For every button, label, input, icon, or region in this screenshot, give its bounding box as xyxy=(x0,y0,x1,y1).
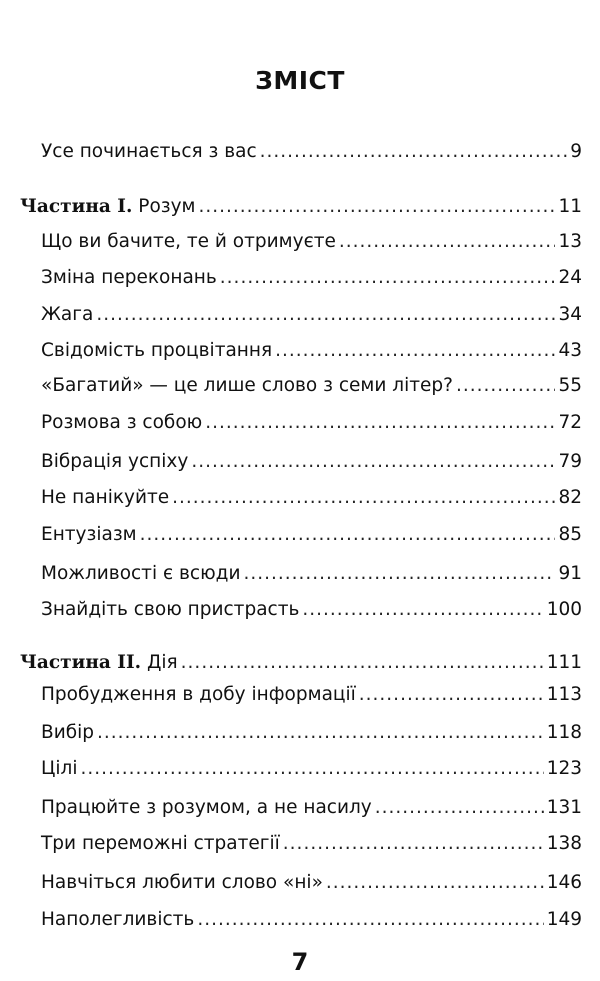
toc-entry xyxy=(41,720,582,746)
toc-entry-page: 13 xyxy=(558,231,582,252)
toc-entry-page: 100 xyxy=(546,599,582,620)
toc-entry-page: 72 xyxy=(558,412,582,433)
part-label: Частина II. xyxy=(20,652,142,673)
toc-entry-page: 24 xyxy=(558,267,582,288)
leader-dots xyxy=(456,373,556,399)
part-label: Частина I. xyxy=(20,196,133,217)
toc-entry-title: Наполегливість xyxy=(41,909,195,930)
leader-dots xyxy=(375,795,544,821)
toc-entry-page: 146 xyxy=(546,872,582,893)
toc-entry xyxy=(41,831,582,857)
leader-dots xyxy=(191,449,555,475)
toc-entry-page: 79 xyxy=(558,451,582,472)
toc-entry xyxy=(41,756,582,782)
toc-entry xyxy=(41,522,582,548)
leader-dots xyxy=(172,485,555,511)
toc-entry-title: «Багатий» — це лише слово з семи літер? xyxy=(41,375,453,396)
toc-entry-page: 91 xyxy=(558,563,582,584)
toc-entry xyxy=(41,682,582,708)
toc-entry xyxy=(41,597,582,623)
toc-entry-title: Навчіться любити слово «ні» xyxy=(41,872,323,893)
toc-entry-title: Можливості є всюди xyxy=(41,563,241,584)
toc-entry xyxy=(41,449,582,475)
leader-dots xyxy=(197,907,543,933)
toc-entry xyxy=(41,561,582,587)
leader-dots xyxy=(359,682,544,708)
page-title: ЗМІСТ xyxy=(255,66,345,95)
toc-entry-page: 138 xyxy=(546,833,582,854)
toc-entry-title: Три переможні стратегії xyxy=(41,833,280,854)
toc-entry-title: Пробудження в добу інформації xyxy=(41,684,356,705)
page-number: 7 xyxy=(291,948,309,976)
leader-dots xyxy=(181,650,544,676)
toc-entry-title: Вибір xyxy=(41,722,95,743)
toc-part-title xyxy=(20,194,196,220)
leader-dots xyxy=(283,831,544,857)
toc-entry-title: Не панікуйте xyxy=(41,487,170,508)
toc-part-2 xyxy=(20,650,582,676)
toc-entry xyxy=(41,373,582,399)
toc-entry-title: Цілі xyxy=(41,758,78,779)
toc-entry-title: Що ви бачите, те й отримуєте xyxy=(41,231,336,252)
toc-entry xyxy=(41,302,582,328)
toc-entry xyxy=(41,870,582,896)
toc-entry xyxy=(41,265,582,291)
part-name: Дія xyxy=(146,652,178,673)
leader-dots xyxy=(80,756,543,782)
leader-dots xyxy=(302,597,543,623)
leader-dots xyxy=(97,720,544,746)
leader-dots xyxy=(220,265,556,291)
toc-entry-title: Ентузіазм xyxy=(41,524,137,545)
toc-entry-page: 149 xyxy=(546,909,582,930)
leader-dots xyxy=(275,338,555,364)
toc-entry-title: Жага xyxy=(41,304,94,325)
leader-dots xyxy=(205,410,555,436)
toc-entry-page: 43 xyxy=(558,340,582,361)
toc-entry-page: 131 xyxy=(546,797,582,818)
toc-entry-page: 111 xyxy=(546,652,582,673)
toc-entry-page: 118 xyxy=(546,722,582,743)
toc-entry-page: 11 xyxy=(558,196,582,217)
toc-entry-page: 55 xyxy=(558,375,582,396)
toc-entry xyxy=(41,229,582,255)
toc-entry xyxy=(41,907,582,933)
toc-entry-title: Зміна переконань xyxy=(41,267,217,288)
toc-entry-title: Усе починається з вас xyxy=(41,141,257,162)
toc-entry xyxy=(41,485,582,511)
toc-entry-page: 82 xyxy=(558,487,582,508)
leader-dots xyxy=(326,870,544,896)
toc-entry xyxy=(41,410,582,436)
toc-entry-page: 34 xyxy=(558,304,582,325)
toc-part-title xyxy=(20,650,178,676)
leader-dots xyxy=(260,139,568,165)
toc-entry-page: 123 xyxy=(546,758,582,779)
toc-entry-page: 9 xyxy=(570,141,582,162)
leader-dots xyxy=(243,561,555,587)
toc-entry-title: Працюйте з розумом, а не насилу xyxy=(41,797,372,818)
toc-entry-page: 85 xyxy=(558,524,582,545)
toc-entry-title: Знайдіть свою пристрасть xyxy=(41,599,300,620)
leader-dots xyxy=(199,194,556,220)
toc-entry xyxy=(41,338,582,364)
leader-dots xyxy=(96,302,555,328)
toc-entry-title: Свідомість процвітання xyxy=(41,340,273,361)
part-name: Розум xyxy=(138,196,196,217)
toc-entry xyxy=(41,795,582,821)
toc-entry-page: 113 xyxy=(546,684,582,705)
toc-entry-title: Розмова з собою xyxy=(41,412,203,433)
leader-dots xyxy=(339,229,556,255)
toc-entry-title: Вібрація успіху xyxy=(41,451,189,472)
toc-part-1 xyxy=(20,194,582,220)
toc-entry-intro xyxy=(41,139,582,165)
leader-dots xyxy=(140,522,556,548)
